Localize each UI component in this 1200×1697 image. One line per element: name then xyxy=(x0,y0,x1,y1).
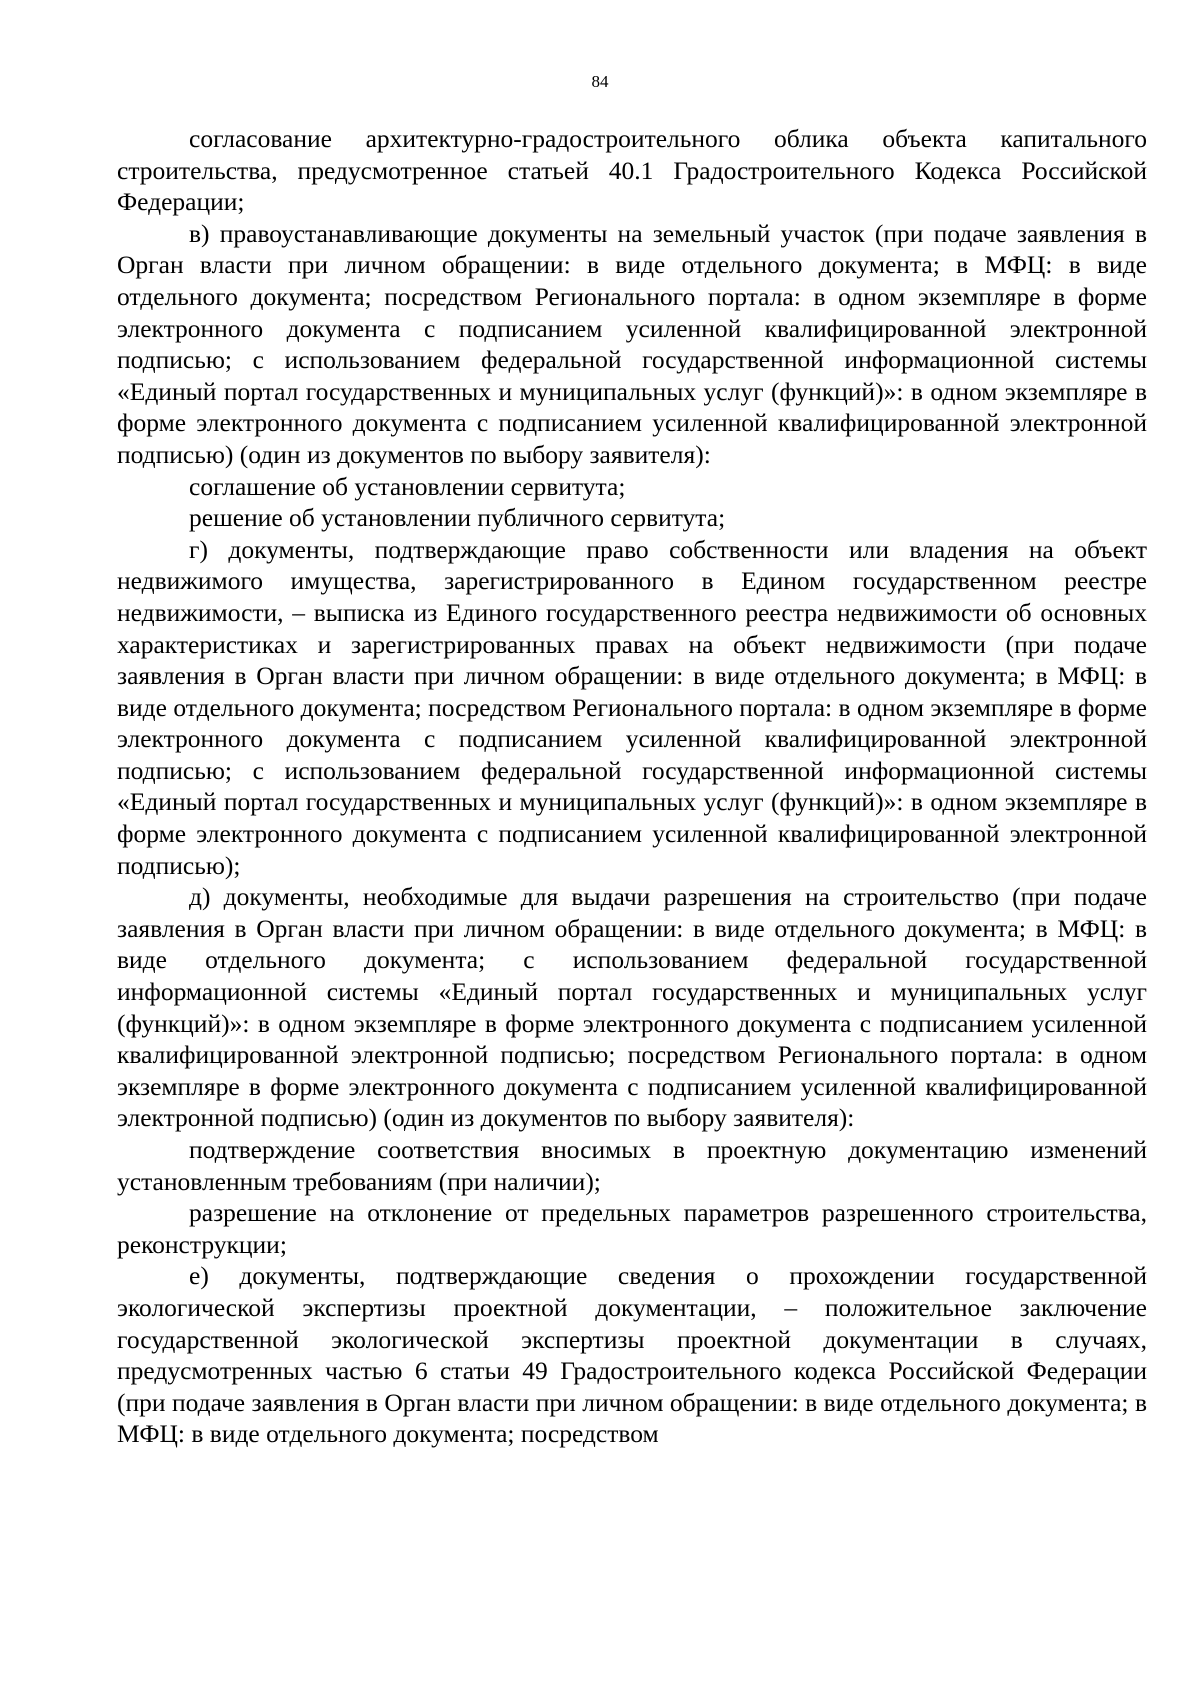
paragraph-deviation-permit: разрешение на отклонение от предельных параметров разрешенного строительства, реконструкции; xyxy=(117,1198,1147,1259)
paragraph-architectural-approval: согласование архитектурно-градостроительного облика объекта капитального строительства, предусмотренное статьей 40.1 Градостроительного Кодекса Российской Федерации; xyxy=(117,124,1147,217)
paragraph-public-servitude-decision: решение об установлении публичного сервитута; xyxy=(189,503,726,533)
paragraph-compliance-confirmation: подтверждение соответствия вносимых в проектную документацию изменений установленным требованиям (при наличии); xyxy=(117,1135,1147,1196)
page-number: 84 xyxy=(591,72,609,91)
paragraph-item-v-land-documents: в) правоустанавливающие документы на земельный участок (при подаче заявления в Орган власти при личном обращении: в виде отдельного документа; в МФЦ: в виде отдельного документа; посредством Регионального портала: в одном экземпляре в форме электронного документа с подписанием усиленной квалифицированной электронной подписью; с использованием федеральной государственной информационной системы «Единый портал государственных и муниципальных услуг (функций)»: в одном экземпляре в форме электронного документа с подписанием усиленной квалифицированной электронной подписью) (один из документов по выбору заявителя): xyxy=(117,218,1147,469)
paragraph-item-d-permit-documents: д) документы, необходимые для выдачи разрешения на строительство (при подаче заявления в Орган власти при личном обращении: в виде отдельного документа; в МФЦ: в виде отдельного документа; с использованием федеральной государственной информационной системы «Единый портал государственных и муниципальных услуг (функций)»: в одном экземпляре в форме электронного документа с подписанием усиленной квалифицированной электронной подписью; посредством Регионального портала: в одном экземпляре в форме электронного документа с подписанием усиленной квалифицированной электронной подписью) (один из документов по выбору заявителя): xyxy=(117,882,1147,1133)
paragraph-item-g-ownership-documents: г) документы, подтверждающие право собственности или владения на объект недвижимого имущества, зарегистрированного в Едином государственном реестре недвижимости, – выписка из Единого государственного реестра недвижимости об основных характеристиках и зарегистрированных правах на объект недвижимости (при подаче заявления в Орган власти при личном обращении: в виде отдельного документа; в МФЦ: в виде отдельного документа; посредством Регионального портала: в одном экземпляре в форме электронного документа с подписанием усиленной квалифицированной электронной подписью; с использованием федеральной государственной информационной системы «Единый портал государственных и муниципальных услуг (функций)»: в одном экземпляре в форме электронного документа с подписанием усиленной квалифицированной электронной подписью); xyxy=(117,534,1147,880)
body-text xyxy=(117,123,1147,1450)
paragraph-item-e-ecological-expertise: е) документы, подтверждающие сведения о прохождении государственной экологической экспертизы проектной документации, – положительное заключение государственной экологической экспертизы проектной документации в случаях, предусмотренных частью 6 статьи 49 Градостроительного кодекса Российской Федерации (при подаче заявления в Орган власти при личном обращении: в виде отдельного документа; в МФЦ: в виде отдельного документа; посредством xyxy=(117,1261,1147,1449)
paragraph-servitude-agreement: соглашение об установлении сервитута; xyxy=(189,471,626,501)
